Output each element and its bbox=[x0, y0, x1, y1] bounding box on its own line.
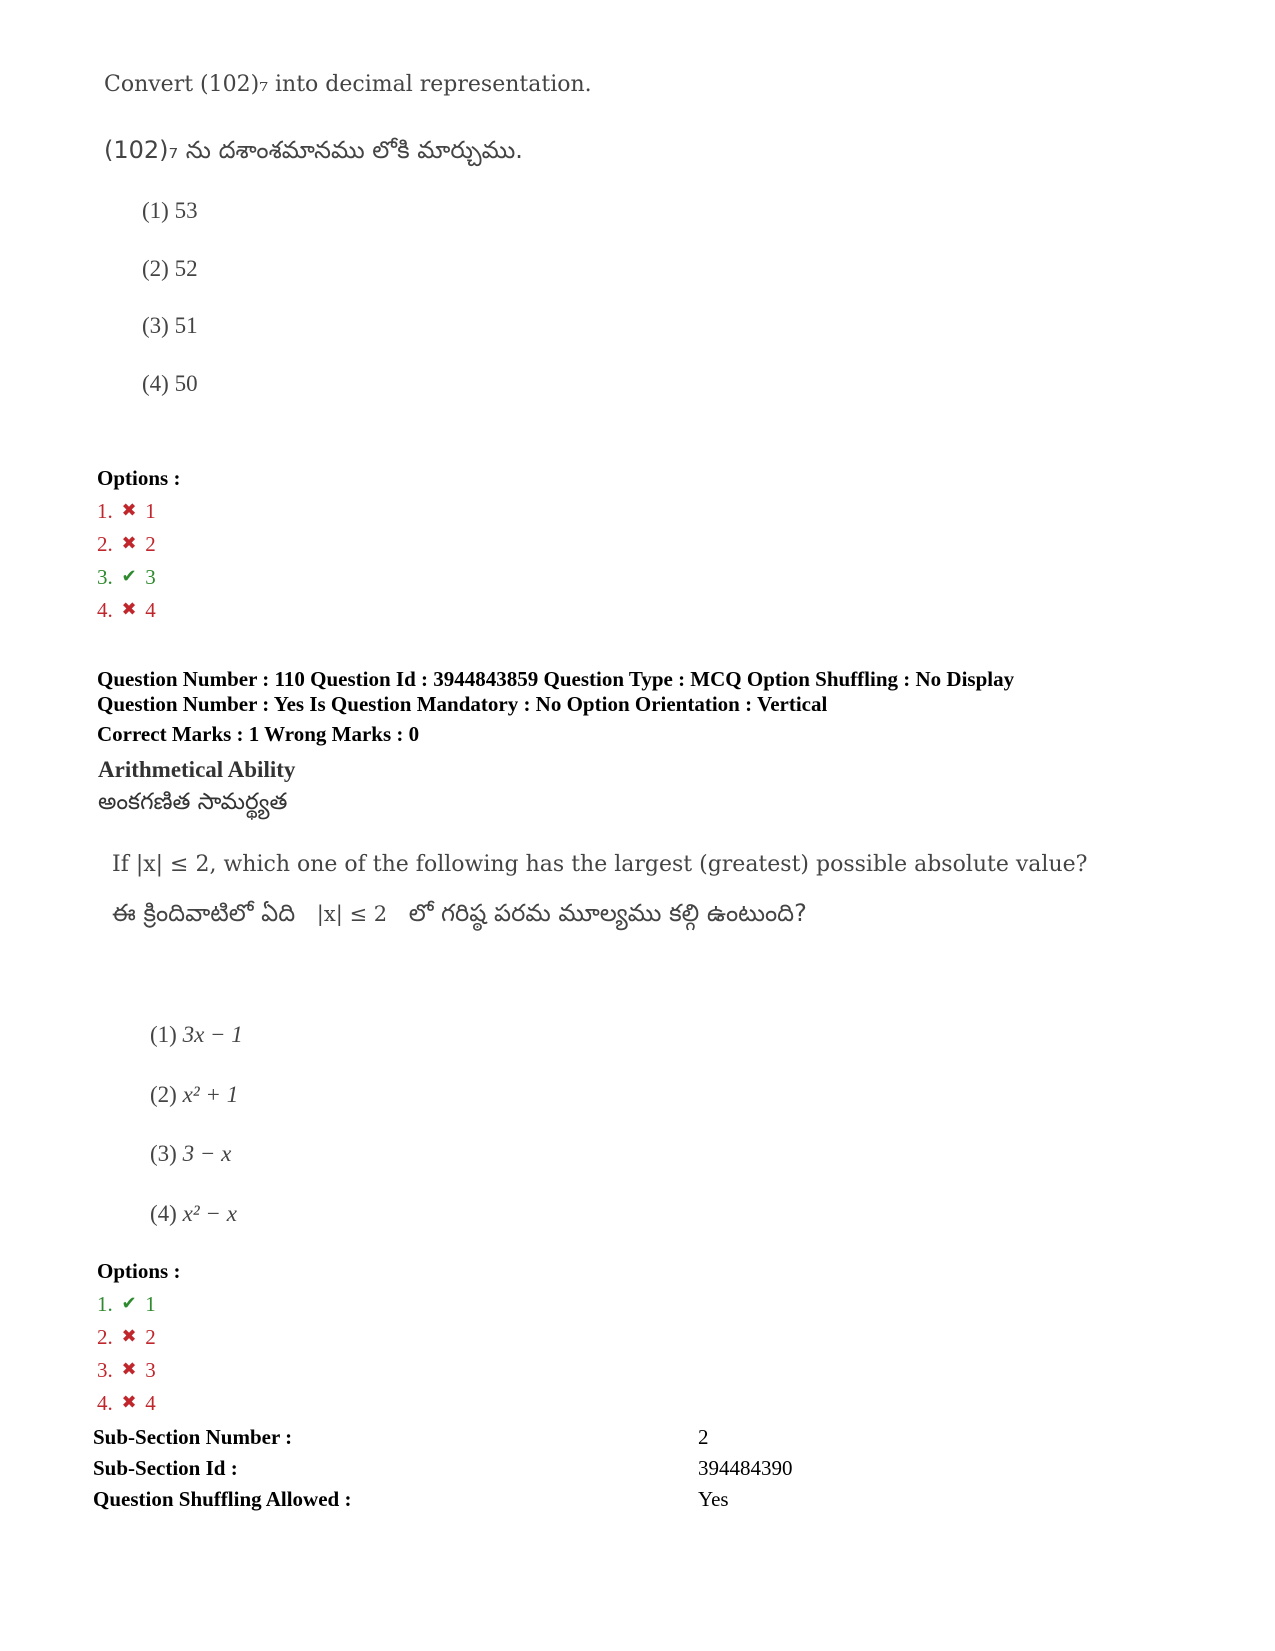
choice-expr: 3 − x bbox=[182, 1141, 232, 1166]
question-text-te-part1: ఈ క్రిందివాటిలో ఏది bbox=[112, 899, 296, 927]
option-number: 4. bbox=[97, 598, 113, 622]
cross-icon: ✖ bbox=[121, 1392, 137, 1412]
check-icon: ✔ bbox=[121, 566, 137, 586]
section-title-te: అంకగణిత సామర్థ్యత bbox=[98, 789, 288, 815]
option-4 bbox=[97, 598, 156, 623]
choice-number: (1) bbox=[150, 1022, 177, 1047]
option-4 bbox=[97, 1391, 156, 1416]
question-text-en: Convert (102)₇ into decimal representation. bbox=[104, 72, 592, 97]
option-2 bbox=[97, 532, 156, 557]
choice-number: (2) bbox=[150, 1082, 177, 1107]
check-icon: ✔ bbox=[121, 1293, 137, 1313]
option-2 bbox=[97, 1325, 156, 1350]
option-number: 3. bbox=[97, 565, 113, 589]
subsection-number-value: 2 bbox=[698, 1425, 709, 1449]
choice-1: (1) 53 bbox=[142, 198, 198, 223]
option-number: 1. bbox=[97, 1292, 113, 1316]
option-number: 2. bbox=[97, 532, 113, 556]
options-label: Options : bbox=[97, 466, 181, 490]
cross-icon: ✖ bbox=[121, 599, 137, 619]
option-1 bbox=[97, 499, 156, 524]
cross-icon: ✖ bbox=[121, 1326, 137, 1346]
option-value: 4 bbox=[145, 1391, 156, 1415]
choice-expr: 3x − 1 bbox=[182, 1022, 243, 1047]
cross-icon: ✖ bbox=[121, 1359, 137, 1379]
question-text-te: (102)₇ ను దశాంశమానము లోకి మార్చుము. bbox=[104, 136, 523, 164]
question-meta-line2: Question Number : Yes Is Question Mandatory : No Option Orientation : Vertical bbox=[97, 692, 828, 716]
choice-3 bbox=[150, 1141, 231, 1167]
option-3 bbox=[97, 1358, 156, 1383]
question-marks: Correct Marks : 1 Wrong Marks : 0 bbox=[97, 722, 420, 746]
shuffling-allowed-value: Yes bbox=[698, 1487, 729, 1511]
choice-expr: x² + 1 bbox=[182, 1082, 239, 1107]
subsection-number-label: Sub-Section Number : bbox=[93, 1425, 293, 1449]
option-value: 1 bbox=[145, 499, 156, 523]
choice-4 bbox=[150, 1201, 237, 1227]
choice-2: (2) 52 bbox=[142, 256, 198, 281]
section-title-en: Arithmetical Ability bbox=[98, 757, 296, 782]
cross-icon: ✖ bbox=[121, 533, 137, 553]
option-number: 3. bbox=[97, 1358, 113, 1382]
option-value: 2 bbox=[145, 532, 156, 556]
option-value: 1 bbox=[145, 1292, 156, 1316]
condition-expr: |x| ≤ 2 bbox=[316, 902, 388, 926]
shuffling-allowed-label: Question Shuffling Allowed : bbox=[93, 1487, 352, 1511]
question-text-te bbox=[112, 899, 807, 933]
question-text-te-part2: లో గరిష్ఠ పరమ మూల్యము కల్గి ఉంటుంది? bbox=[408, 899, 807, 927]
option-3 bbox=[97, 565, 156, 590]
option-number: 2. bbox=[97, 1325, 113, 1349]
option-1 bbox=[97, 1292, 156, 1317]
question-meta-line1: Question Number : 110 Question Id : 3944843859 Question Type : MCQ Option Shuffling : No Display bbox=[97, 667, 1015, 691]
choice-3: (3) 51 bbox=[142, 313, 198, 338]
option-value: 4 bbox=[145, 598, 156, 622]
choice-expr: x² − x bbox=[182, 1201, 237, 1226]
question-text-en: If |x| ≤ 2, which one of the following has the largest (greatest) possible absolute value? bbox=[112, 852, 1088, 877]
option-value: 3 bbox=[145, 1358, 156, 1382]
choice-number: (4) bbox=[150, 1201, 177, 1226]
subsection-id-value: 394484390 bbox=[698, 1456, 793, 1480]
choice-1 bbox=[150, 1022, 243, 1048]
option-number: 1. bbox=[97, 499, 113, 523]
options-label: Options : bbox=[97, 1259, 181, 1283]
choice-4: (4) 50 bbox=[142, 371, 198, 396]
option-value: 3 bbox=[145, 565, 156, 589]
option-number: 4. bbox=[97, 1391, 113, 1415]
option-value: 2 bbox=[145, 1325, 156, 1349]
subsection-id-label: Sub-Section Id : bbox=[93, 1456, 238, 1480]
choice-2 bbox=[150, 1082, 238, 1108]
cross-icon: ✖ bbox=[121, 500, 137, 520]
choice-number: (3) bbox=[150, 1141, 177, 1166]
